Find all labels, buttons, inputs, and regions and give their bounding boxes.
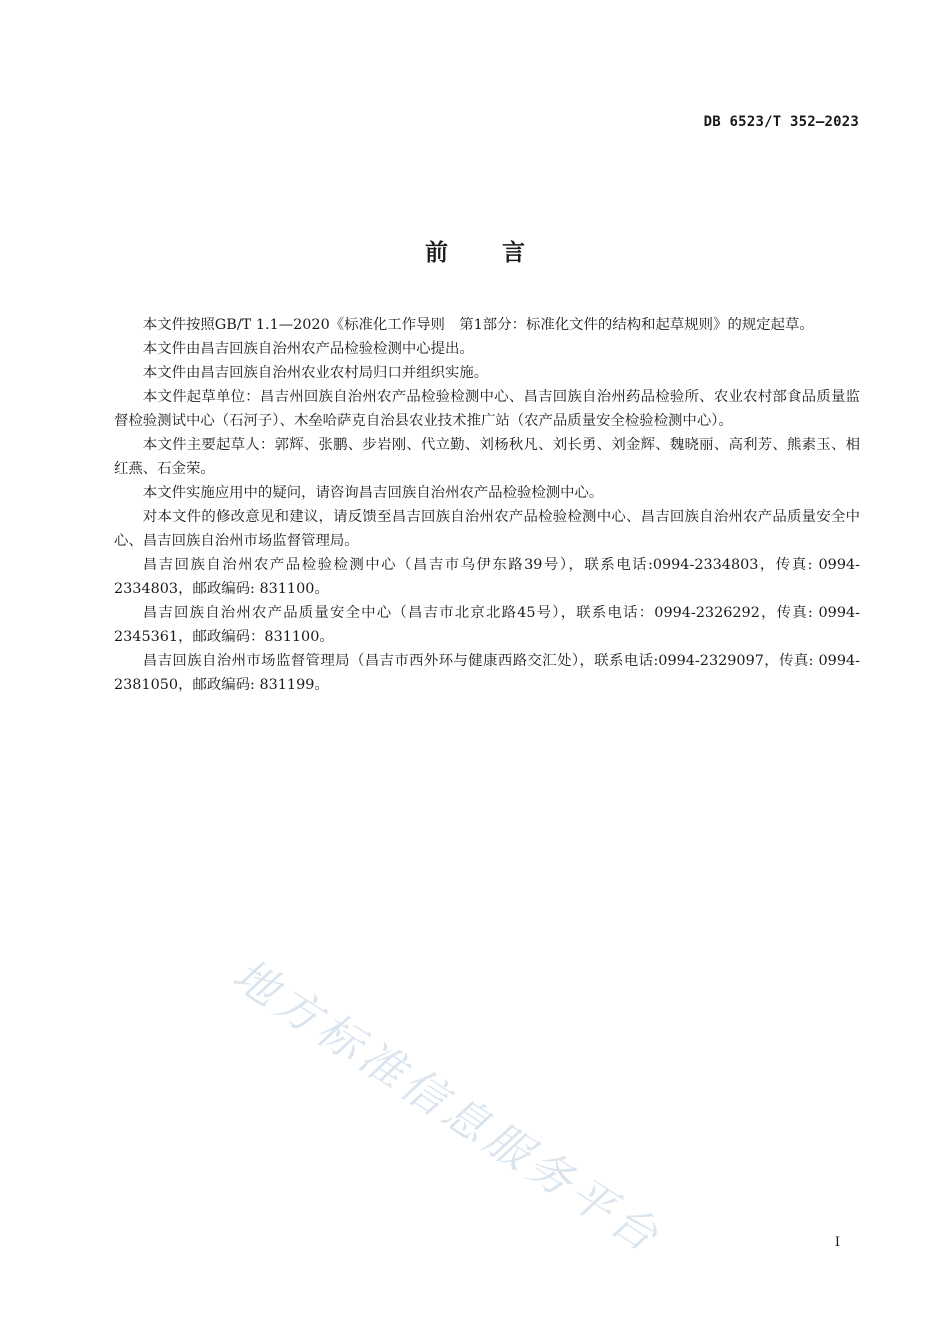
paragraph-contact-inspection-center: 昌吉回族自治州农产品检验检测中心（昌吉市乌伊东路39号），联系电话:0994-2334803，传真: 0994-2334803，邮政编码: 831100。 <box>114 557 860 597</box>
paragraph-drafting-rules: 本文件按照GB/T 1.1—2020《标准化工作导则 第1部分：标准化文件的结构和起草规则》的规定起草。 <box>142 317 814 333</box>
page-number: I <box>834 1235 840 1250</box>
paragraph-contact-market-bureau: 昌吉回族自治州市场监督管理局（昌吉市西外环与健康西路交汇处），联系电话:0994-2329097，传真: 0994-2381050，邮政编码: 831199。 <box>114 653 860 693</box>
paragraph-drafters: 本文件主要起草人：郭辉、张鹏、步岩刚、代立勤、刘杨秋凡、刘长勇、刘金辉、魏晓丽、高利芳、熊素玉、相红燕、石金荣。 <box>114 437 860 477</box>
watermark: 地方标准信息服务平台 <box>223 949 671 1265</box>
paragraph-feedback: 对本文件的修改意见和建议，请反馈至昌吉回族自治州农产品检验检测中心、昌吉回族自治州农产品质量安全中心、昌吉回族自治州市场监督管理局。 <box>114 509 860 549</box>
paragraph-administrator: 本文件由昌吉回族自治州农业农村局归口并组织实施。 <box>142 365 489 381</box>
paragraph-proposer: 本文件由昌吉回族自治州农产品检验检测中心提出。 <box>142 341 474 357</box>
document-code: DB 6523/T 352—2023 <box>703 114 859 130</box>
paragraph-drafting-units: 本文件起草单位：昌吉州回族自治州农产品检验检测中心、昌吉回族自治州药品检验所、农业农村部食品质量监督检验测试中心（石河子）、木垒哈萨克自治县农业技术推广站（农产品质量安全检验检测中心）。 <box>114 389 860 429</box>
page-title: 前言 <box>425 240 579 266</box>
paragraph-inquiries: 本文件实施应用中的疑问，请咨询昌吉回族自治州农产品检验检测中心。 <box>142 485 604 501</box>
preface-body <box>114 313 860 697</box>
paragraph-contact-quality-center: 昌吉回族自治州农产品质量安全中心（昌吉市北京北路45号），联系电话：0994-2326292，传真: 0994-2345361，邮政编码：831100。 <box>114 605 860 645</box>
